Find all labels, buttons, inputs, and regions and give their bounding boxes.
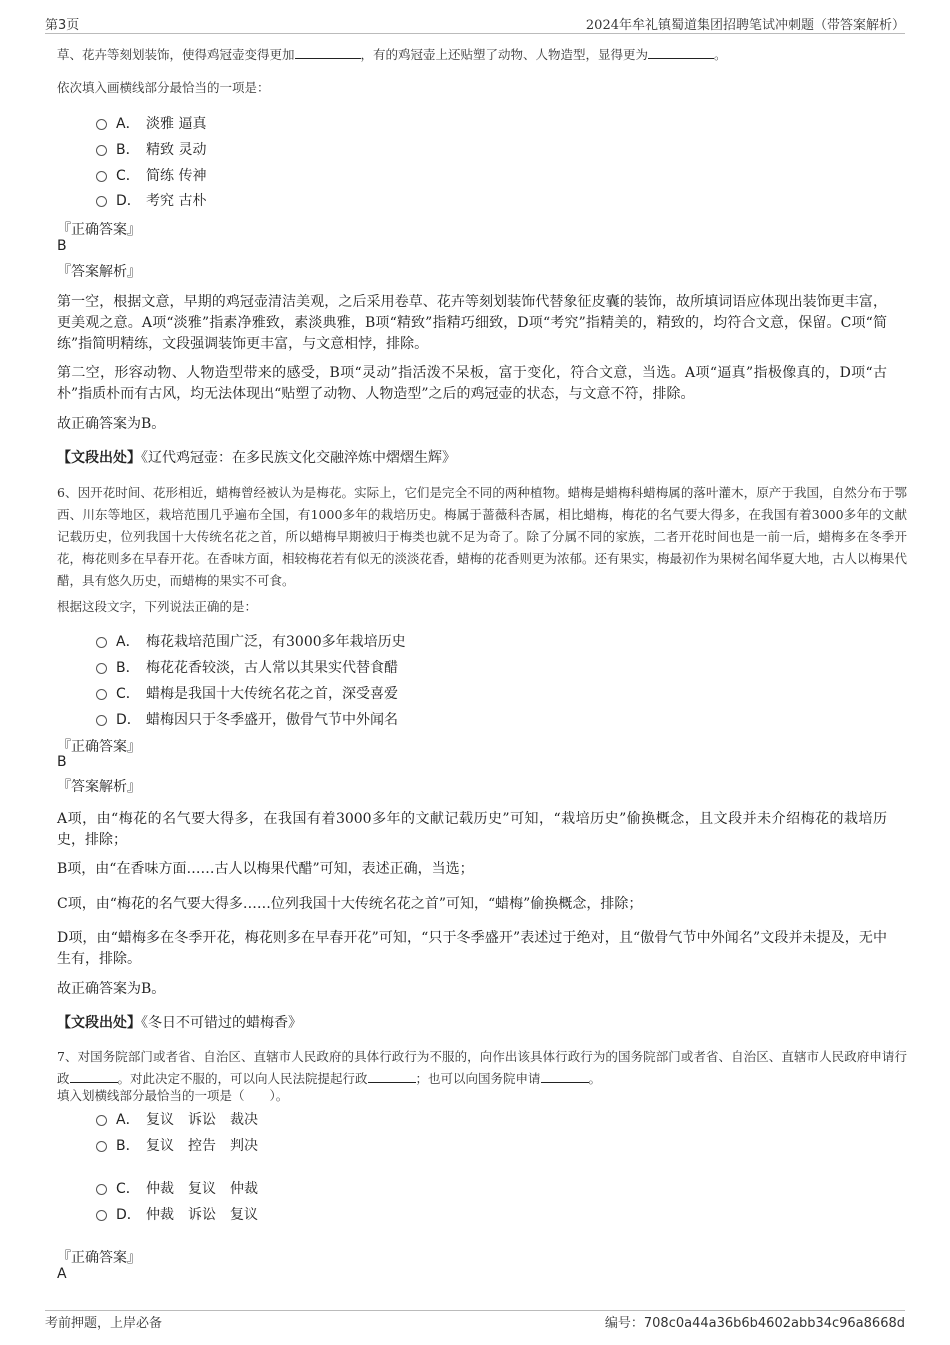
option-text: 仲裁 复议 仲裁: [146, 1181, 258, 1197]
q7-stem-part: 。: [588, 1071, 602, 1086]
source-label: 【文段出处】: [57, 450, 141, 466]
q7-answer: A: [57, 1266, 67, 1282]
q6-analysis-c: C项，由“梅花的名气要大得多……位列我国十大传统名花之首”可知，“蜡梅”偷换概念，排除；: [57, 896, 643, 912]
option-text: 梅花栽培范围广泛，有3000多年栽培历史: [146, 634, 406, 650]
footer-divider: [45, 1310, 905, 1311]
option-text: 考究 古朴: [146, 193, 207, 209]
source-title: 《冬日不可错过的蜡梅香》: [141, 1015, 302, 1031]
q6-answer: B: [57, 754, 67, 770]
option-text: 复议 诉讼 裁决: [146, 1112, 258, 1128]
q6-analysis-d: D项，由“蜡梅多在冬季开花，梅花则多在早春开花”可知，“只于冬季盛开”表述过于绝对，且“傲骨气节中外闻名”文段并未提及，无中生有，排除。: [57, 930, 887, 967]
q7-stem: [57, 1046, 907, 1090]
option-letter: A．: [116, 1112, 140, 1128]
q6-analysis-a: A项，由“梅花的名气要大得多，在我国有着3000多年的文献记载历史”可知，“栽培历史”偷换概念，且文段并未介绍梅花的栽培历史，排除；: [57, 811, 887, 848]
page-number: 第3页: [45, 18, 80, 33]
option-letter: C．: [116, 1181, 140, 1197]
q6-analysis-b: B项，由“在香味方面……古人以梅果代醋”可知，表述正确，当选；: [57, 861, 474, 877]
option-text: 蜡梅因只于冬季盛开，傲骨气节中外闻名: [146, 712, 398, 728]
radio-icon[interactable]: [96, 119, 107, 130]
page-header: [45, 14, 905, 34]
option-letter: D．: [116, 712, 141, 728]
q7-stem-part: ；也可以向国务院申请: [415, 1071, 541, 1086]
q7-answer-label: 『正确答案』: [57, 1250, 141, 1266]
option-text: 仲裁 诉讼 复议: [146, 1207, 258, 1223]
q5-answer-label: 『正确答案』: [57, 222, 141, 238]
q7-blank-3: [541, 1070, 589, 1083]
option-letter: B．: [116, 1138, 140, 1154]
source-title: 《辽代鸡冠壶：在多民族文化交融淬炼中熠熠生辉》: [141, 450, 456, 466]
q5-stem-part: ，有的鸡冠壶上还贴塑了动物、人物造型，显得更为: [360, 47, 649, 62]
q5-analysis-label: 『答案解析』: [57, 264, 141, 280]
q5-answer: B: [57, 238, 67, 254]
option-letter: C．: [116, 168, 140, 184]
radio-icon[interactable]: [96, 196, 107, 207]
q5-analysis-para-2: 第二空，形容动物、人物造型带来的感受，B项“灵动”指活泼不呆板，富于变化，符合文意，当选。A项“逼真”指极像真的，D项“古朴”指质朴而有古风，均无法体现出“贴塑了动物、人物造型”之后的鸡冠壶的状态，与文意不符，排除。: [57, 365, 887, 402]
option-text: 梅花花香较淡，古人常以其果实代替食醋: [146, 660, 398, 676]
page-footer: [45, 1312, 905, 1332]
q6-prompt: 根据这段文字，下列说法正确的是：: [57, 599, 258, 614]
option-letter: A．: [116, 634, 140, 650]
q6-answer-label: 『正确答案』: [57, 739, 141, 755]
option-text: 精致 灵动: [146, 142, 207, 158]
q7-blank-1: [70, 1070, 118, 1083]
q6-conclusion: 故正确答案为B。: [57, 981, 166, 997]
option-text: 复议 控告 判决: [146, 1138, 258, 1154]
q7-stem-part: 。对此决定不服的，可以向人民法院提起行政: [117, 1071, 368, 1086]
option-letter: D．: [116, 1207, 141, 1223]
q5-stem: [57, 44, 907, 66]
q5-blank-1: [295, 44, 361, 59]
document-title: 2024年牟礼镇蜀道集团招聘笔试冲刺题（带答案解析）: [585, 18, 905, 33]
radio-icon[interactable]: [96, 637, 107, 648]
radio-icon[interactable]: [96, 171, 107, 182]
q7-blank-2: [368, 1070, 416, 1083]
option-letter: D．: [116, 193, 141, 209]
q5-source: [57, 448, 887, 469]
q5-blank-2: [648, 44, 714, 59]
q6-analysis-label: 『答案解析』: [57, 779, 141, 795]
source-label: 【文段出处】: [57, 1015, 141, 1031]
q5-prompt: 依次填入画横线部分最恰当的一项是：: [57, 80, 270, 95]
radio-icon[interactable]: [96, 715, 107, 726]
q5-stem-part: 草、花卉等刻划装饰，使得鸡冠壶变得更加: [57, 47, 295, 62]
document-code: [605, 1312, 905, 1331]
q5-analysis-para-1: 第一空，根据文意，早期的鸡冠壶清洁美观，之后采用卷草、花卉等刻划装饰代替象征皮囊的装饰，故所填词语应体现出装饰更丰富，更美观之意。A项“淡雅”指素净雅致，素淡典雅，B项“精致”指精巧细致，D项“考究”指精美的，精致的，均符合文意，保留。C项“简练”指简明精练，文段强调装饰更丰富，与文意相悖，排除。: [57, 294, 887, 352]
q5-stem-part: 。: [714, 47, 727, 62]
option-text: 淡雅 逼真: [146, 116, 207, 132]
code-label: 编号：: [604, 1316, 644, 1331]
radio-icon[interactable]: [96, 663, 107, 674]
radio-icon[interactable]: [96, 1141, 107, 1152]
option-letter: B．: [116, 660, 140, 676]
code-value: 708c0a44a36b6b4602abb34c96a8668d: [643, 1316, 905, 1331]
footer-slogan: 考前押题，上岸必备: [45, 1316, 163, 1331]
option-letter: B．: [116, 142, 140, 158]
q6-source: [57, 1013, 887, 1034]
radio-icon[interactable]: [96, 1210, 107, 1221]
radio-icon[interactable]: [96, 689, 107, 700]
option-text: 蜡梅是我国十大传统名花之首，深受喜爱: [146, 686, 398, 702]
q7-prompt: 填入划横线部分最恰当的一项是（ ）。: [57, 1088, 289, 1103]
radio-icon[interactable]: [96, 1115, 107, 1126]
radio-icon[interactable]: [96, 1184, 107, 1195]
radio-icon[interactable]: [96, 145, 107, 156]
option-text: 简练 传神: [146, 168, 207, 184]
option-letter: A．: [116, 116, 140, 132]
q7-stem-part: 7、对国务院部门或者省、自治区、直辖市人民政府的具体行政行为不服的，向作出该具体行政行为的国务院部门或者省、自治区、直辖市人民政府申请行政: [57, 1049, 907, 1086]
option-letter: C．: [116, 686, 140, 702]
q5-conclusion: 故正确答案为B。: [57, 416, 166, 432]
q6-stem: 6、因开花时间、花形相近，蜡梅曾经被认为是梅花。实际上，它们是完全不同的两种植物。蜡梅是蜡梅科蜡梅属的落叶灌木，原产于我国，自然分布于鄂西、川东等地区，栽培范围几乎遍布全国，有1000多年的栽培历史。梅属于蔷薇科杏属，相比蜡梅，梅花的名气要大得多，在我国有着3000多年的文献记载历史，位列我国十大传统名花之首，所以蜡梅早期被归于梅类也就不足为奇了。除了分属不同的家族，二者开花时间也是一前一后，蜡梅多在冬季开花，梅花则多在早春开花。在香味方面，相较梅花若有似无的淡淡花香，蜡梅的花香则更为浓郁。还有果实，梅最初作为果树名闻华夏大地，古人以梅果代醋，具有悠久历史，而蜡梅的果实不可食。: [57, 485, 908, 588]
header-divider: [45, 33, 905, 34]
